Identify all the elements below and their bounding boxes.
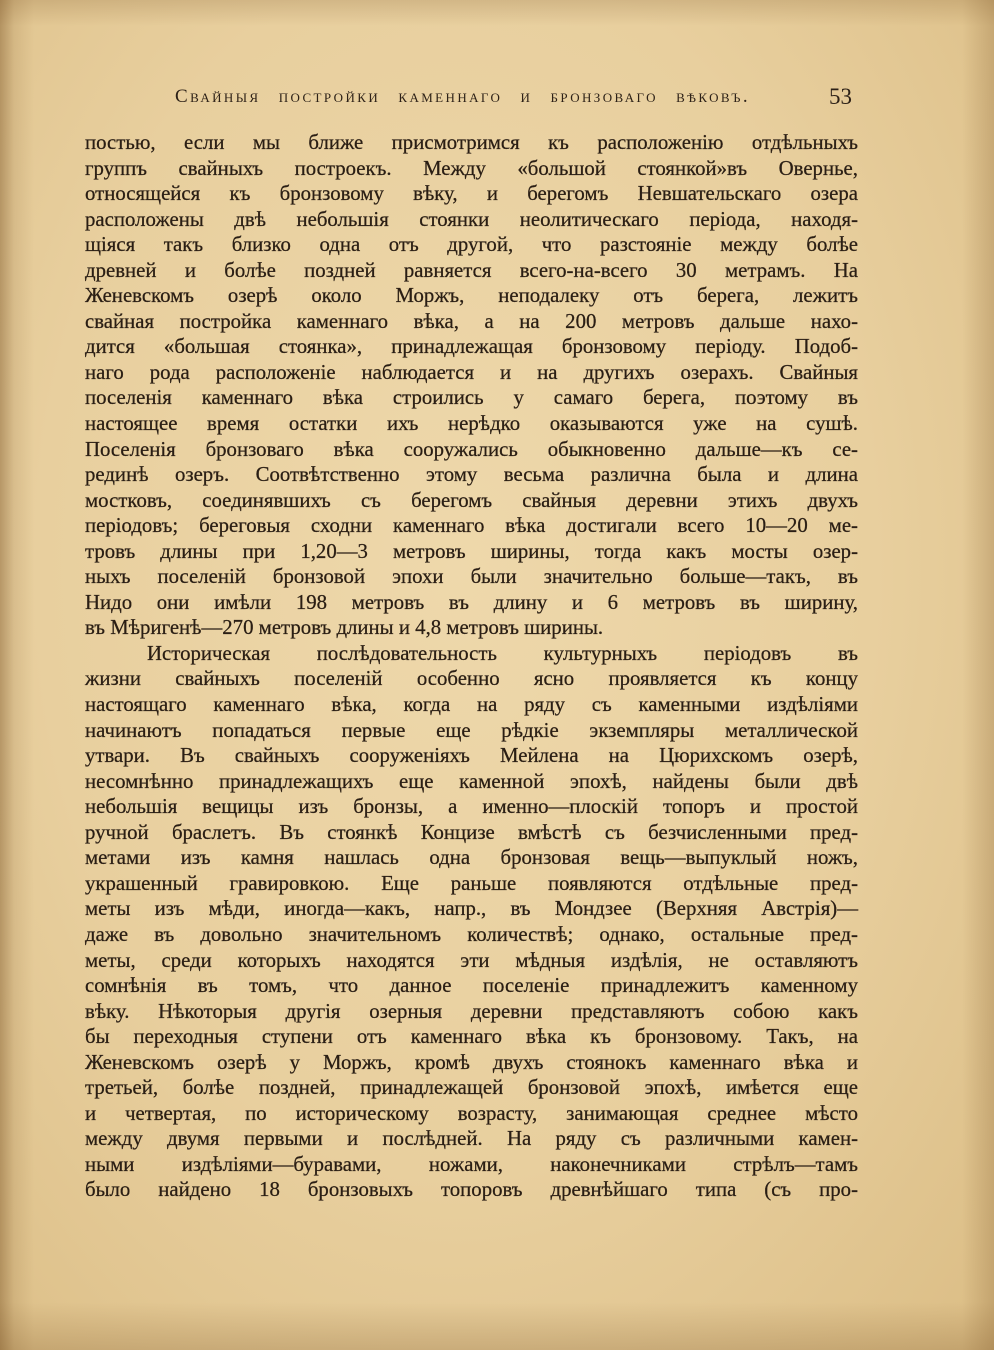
text-line: мостковъ, соединявшихъ съ берегомъ свайныя деревни этихъ двухъ: [85, 488, 858, 512]
text-line: рединѣ озеръ. Соотвѣтственно этому весьма различна была и длина: [85, 463, 858, 487]
text-line: бы переходныя ступени отъ каменнаго вѣка къ бронзовому. Такъ, на: [85, 1025, 858, 1049]
text-line: свайная постройка каменнаго вѣка, а на 200 метровъ дальше нахо-: [85, 309, 858, 333]
text-line: ными издѣліями—буравами, ножами, наконечниками стрѣлъ—тамъ: [85, 1152, 858, 1176]
text-line: украшенный гравировкою. Еще раньше появляются отдѣльные пред-: [85, 871, 858, 895]
text-line: сомнѣнія въ томъ, что данное поселеніе принадлежитъ каменному: [85, 974, 858, 998]
text-line: меты, среди которыхъ находятся эти мѣдныя издѣлія, не оставляютъ: [85, 948, 858, 972]
text-line: несомнѣнно принадлежащихъ еще каменной эпохѣ, найдены были двѣ: [85, 769, 858, 793]
text-line: Нидо они имѣли 198 метровъ въ длину и 6 метровъ въ ширину,: [85, 590, 858, 614]
paragraph-1: [85, 130, 858, 641]
text-line: группъ свайныхъ построекъ. Между «большой стоянкой»въ Овернье,: [85, 156, 858, 180]
text-line: тровъ длины при 1,20—3 метровъ ширины, тогда какъ мосты озер-: [85, 539, 858, 563]
text-line: въ Мѣригенѣ—270 метровъ длины и 4,8 метровъ ширины.: [85, 616, 604, 640]
text-line: Поселенія бронзоваго вѣка сооружались обыкновенно дальше—къ се-: [85, 437, 858, 461]
text-line: Женевскомъ озерѣ у Моржъ, кромѣ двухъ стоянокъ каменнаго вѣка и: [85, 1050, 858, 1074]
text-line: древней и болѣе поздней равняется всего-на-всего 30 метрамъ. На: [85, 258, 858, 282]
text-line: настоящее время остатки ихъ нерѣдко оказываются уже на сушѣ.: [85, 412, 858, 436]
text-line: меты изъ мѣди, иногда—какъ, напр., въ Мондзее (Верхняя Австрія)—: [85, 897, 858, 921]
page-number: 53: [829, 84, 852, 109]
text-line: постью, если мы ближе присмотримся къ расположенію отдѣльныхъ: [85, 131, 858, 154]
text-line: ныхъ поселеній бронзовой эпохи были значительно больше—такъ, въ: [85, 565, 858, 589]
text-line: метами изъ камня нашлась одна бронзовая вещь—выпуклый ножъ,: [85, 846, 858, 870]
text-line: относящейся къ бронзовому вѣку, и берегомъ Невшательскаго озера: [85, 182, 858, 206]
text-line: поселенія каменнаго вѣка строились у самаго берега, поэтому въ: [85, 386, 858, 410]
text-line: и четвертая, по историческому возрасту, занимающая среднее мѣсто: [85, 1101, 858, 1125]
paragraph-2: [85, 641, 858, 1203]
running-title: Свайныя постройки каменнаго и бронзоваго вѣковъ.: [175, 86, 750, 107]
text-line: щіяся такъ близко одна отъ другой, что разстояніе между болѣе: [85, 233, 858, 257]
text-line: даже въ довольно значительномъ количествѣ; однако, остальные пред-: [85, 922, 858, 946]
text-line: настоящаго каменнаго вѣка, когда на ряду съ каменными издѣліями: [85, 693, 858, 717]
text-line: періодовъ; береговыя сходни каменнаго вѣка достигали всего 10—20 ме-: [85, 514, 858, 538]
text-line: Историческая послѣдовательность культурныхъ періодовъ въ: [147, 641, 858, 665]
text-line: третьей, болѣе поздней, принадлежащей бронзовой эпохѣ, имѣется еще: [85, 1076, 858, 1100]
text-line: наго рода расположеніе наблюдается и на другихъ озерахъ. Свайныя: [85, 360, 858, 384]
body-text: [85, 130, 858, 1203]
text-line: начинаютъ попадаться первые еще рѣдкіе экземпляры металлической: [85, 718, 858, 742]
text-line: утвари. Въ свайныхъ сооруженіяхъ Мейлена на Цюрихскомъ озерѣ,: [85, 744, 858, 768]
text-line: было найдено 18 бронзовыхъ топоровъ древнѣйшаго типа (съ про-: [85, 1178, 858, 1202]
text-line: ручной браслетъ. Въ стоянкѣ Концизе вмѣстѣ съ безчисленными пред-: [85, 820, 858, 844]
text-line: небольшія вещицы изъ бронзы, а именно—плоскій топоръ и простой: [85, 795, 858, 819]
text-line: вѣку. Нѣкоторыя другія озерныя деревни представляютъ собою какъ: [85, 999, 858, 1023]
text-line: жизни свайныхъ поселеній особенно ясно проявляется къ концу: [85, 667, 858, 691]
text-line: дится «большая стоянка», принадлежащая бронзовому періоду. Подоб-: [85, 335, 858, 359]
text-line: Женевскомъ озерѣ около Моржъ, неподалеку отъ берега, лежитъ: [85, 284, 858, 308]
text-line: между двумя первыми и послѣдней. На ряду съ различными камен-: [85, 1127, 858, 1151]
text-line: расположены двѣ небольшія стоянки неолитическаго періода, находя-: [85, 207, 858, 231]
